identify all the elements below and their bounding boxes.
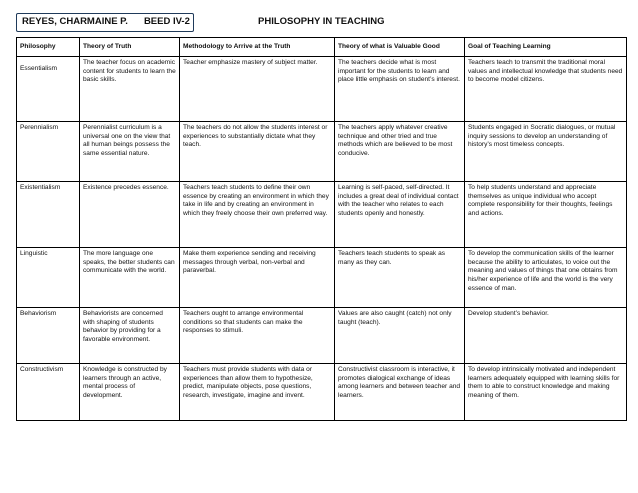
goal-cell: To develop the communication skills of the learner because the ability to articulates, to voice out the meaning and values of things that one obtains from his/her experience of life and the world is the very essence of man. <box>465 248 627 308</box>
table-row <box>17 248 627 308</box>
column-header-philosophy: Philosophy <box>17 38 80 57</box>
column-header-goal: Goal of Teaching Learning <box>465 38 627 57</box>
student-name: REYES, CHARMAINE P. <box>22 16 128 27</box>
philosophy-cell: Perennialism <box>17 122 80 182</box>
methodology-cell: Teachers ought to arrange environmental conditions so that students can make the responses to stimuli. <box>180 308 335 364</box>
table-row <box>17 182 627 248</box>
methodology-cell: Teachers teach students to define their own essence by creating an environment in which they take in life and by creating an environment in which they freely choose their own preferred way. <box>180 182 335 248</box>
valuable-cell: Learning is self-paced, self-directed. It includes a great deal of individual contact with the teacher who relates to each students openly and honestly. <box>335 182 465 248</box>
goal-cell: To help students understand and appreciate themselves as unique individual who accept complete responsibility for their thoughts, feelings and actions. <box>465 182 627 248</box>
valuable-cell: Constructivist classroom is interactive, it promotes dialogical exchange of ideas among learners and between teacher and learners. <box>335 364 465 421</box>
truth-cell: Behaviorists are concerned with shaping of students behavior by providing for a favorable environment. <box>80 308 180 364</box>
truth-cell: Knowledge is constructed by learners through an active, mental process of development. <box>80 364 180 421</box>
truth-cell: Existence precedes essence. <box>80 182 180 248</box>
truth-cell: The more language one speaks, the better students can communicate with the world. <box>80 248 180 308</box>
philosophy-cell: Existentialism <box>17 182 80 248</box>
methodology-cell: Teacher emphasize mastery of subject matter. <box>180 57 335 122</box>
table-row <box>17 57 627 122</box>
philosophy-cell: Linguistic <box>17 248 80 308</box>
philosophy-table <box>16 37 627 421</box>
philosophy-cell: Essentialism <box>17 57 80 122</box>
column-header-truth: Theory of Truth <box>80 38 180 57</box>
table-header-row <box>17 38 627 57</box>
goal-cell: Develop student’s behavior. <box>465 308 627 364</box>
student-info-box <box>16 13 194 32</box>
column-header-methodology: Methodology to Arrive at the Truth <box>180 38 335 57</box>
valuable-cell: The teachers apply whatever creative technique and other tried and true methods which are believed to be most conducive. <box>335 122 465 182</box>
valuable-cell: Values are also caught (catch) not only taught (teach). <box>335 308 465 364</box>
methodology-cell: Make them experience sending and receiving messages through verbal, non-verbal and paraverbal. <box>180 248 335 308</box>
document-title: PHILOSOPHY IN TEACHING <box>258 16 385 27</box>
truth-cell: Perennialist curriculum is a universal one on the view that all human beings possess the same essential nature. <box>80 122 180 182</box>
goal-cell: Students engaged in Socratic dialogues, or mutual inquiry sessions to develop an understanding of history’s most timeless concepts. <box>465 122 627 182</box>
methodology-cell: Teachers must provide students with data or experiences than allow them to hypothesize, predict, manipulate objects, pose questions, research, investigate, imagine and invent. <box>180 364 335 421</box>
goal-cell: Teachers teach to transmit the traditional moral values and intellectual knowledge that students need to become model citizens. <box>465 57 627 122</box>
philosophy-cell: Behaviorism <box>17 308 80 364</box>
course-section: BEED IV-2 <box>143 16 190 27</box>
valuable-cell: Teachers teach students to speak as many as they can. <box>335 248 465 308</box>
column-header-valuable: Theory of what is Valuable Good <box>335 38 465 57</box>
methodology-cell: The teachers do not allow the students interest or experiences to substantially dictate what they teach. <box>180 122 335 182</box>
table-row <box>17 364 627 421</box>
table-row <box>17 122 627 182</box>
table-row <box>17 308 627 364</box>
philosophy-cell: Constructivism <box>17 364 80 421</box>
goal-cell: To develop intrinsically motivated and independent learners adequately equipped with learning skills for them to able to construct knowledge and making meaning of them. <box>465 364 627 421</box>
valuable-cell: The teachers decide what is most important for the students to learn and place little emphasis on student’s interest. <box>335 57 465 122</box>
truth-cell: The teacher focus on academic content for students to learn the basic skills. <box>80 57 180 122</box>
